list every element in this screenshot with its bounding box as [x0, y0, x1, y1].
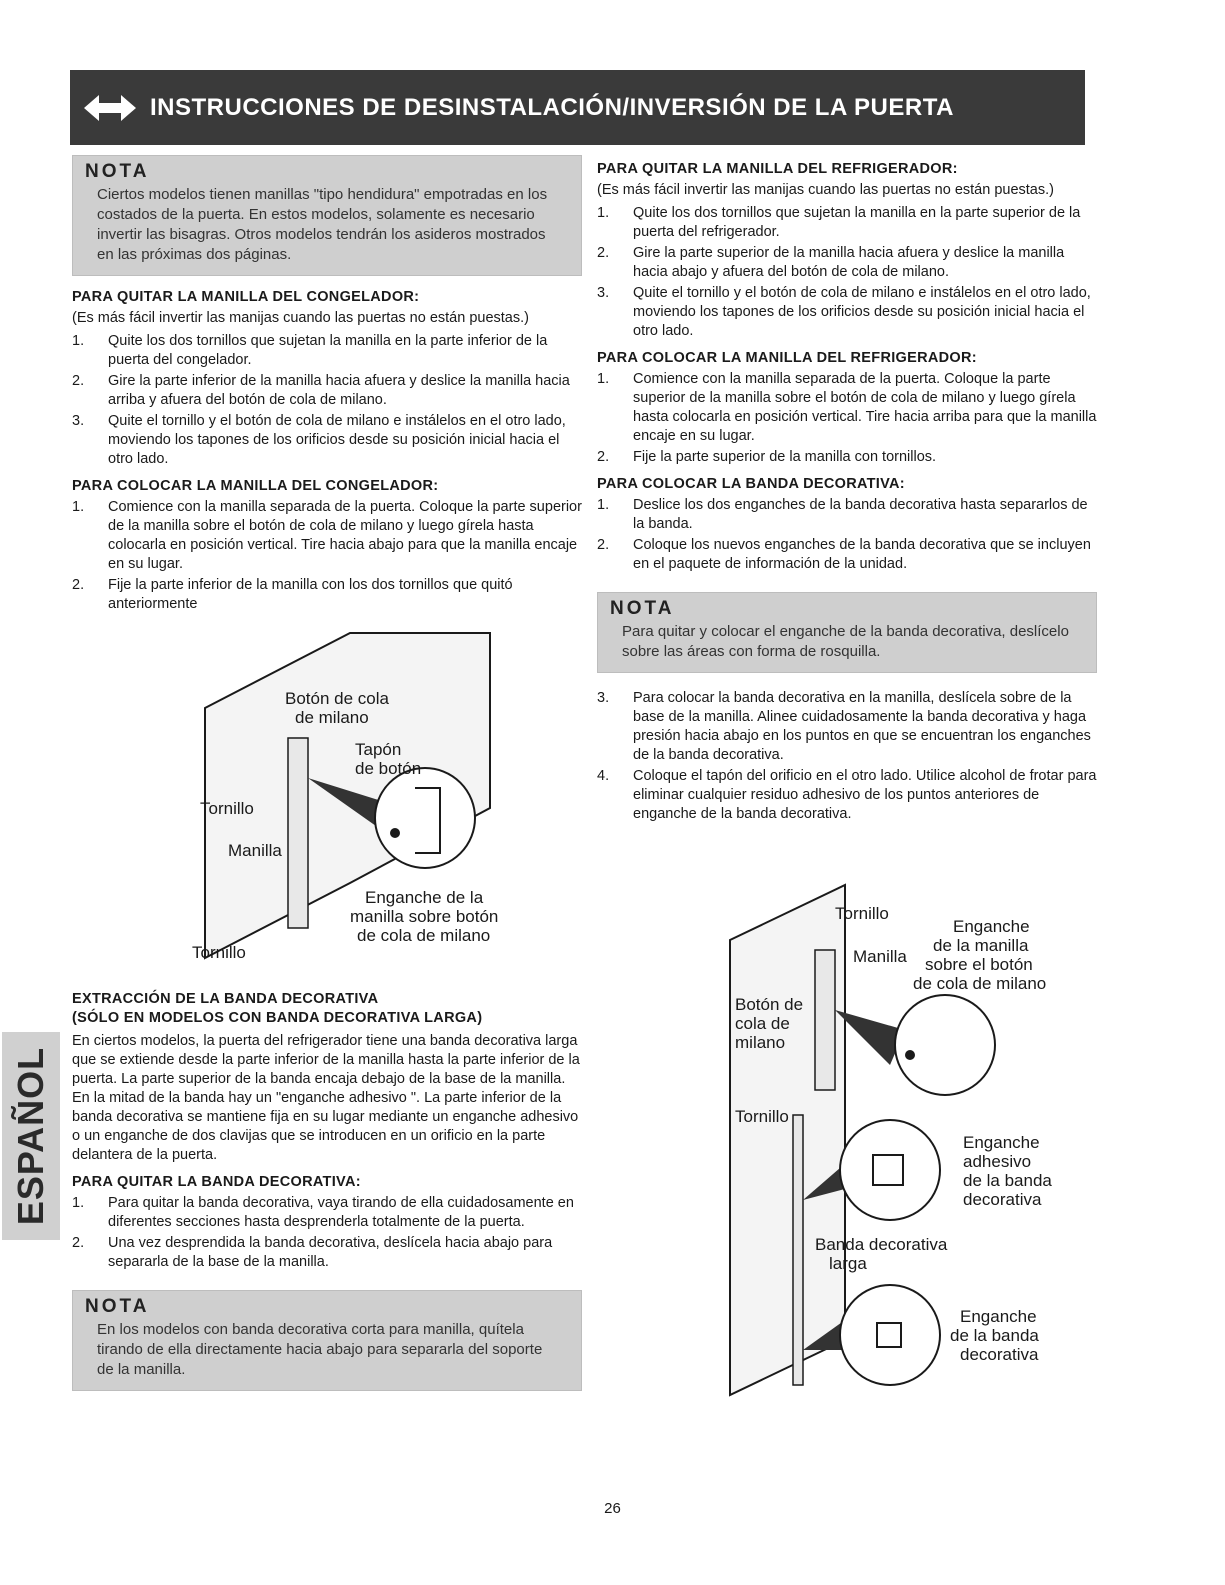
- item-text: Gire la parte superior de la manilla hacia afuera y deslice la manilla hacia abajo y afuera del botón de cola de milano.: [633, 245, 1065, 280]
- freezer-handle-diagram: [160, 628, 520, 968]
- steps-list: [72, 498, 582, 614]
- note-body: Ciertos modelos tienen manillas "tipo hendidura" empotradas en los costados de la puerta. En estos modelos, solamente es necesario invertir las bisagras. Otros modelos tendrán los asideros mostrados en las próximas dos páginas.: [97, 186, 548, 263]
- item-text: Para quitar la banda decorativa, vaya tirando de ella cuidadosamente en diferentes secciones hasta desprenderla totalmente de la puerta.: [108, 1195, 574, 1230]
- section-heading: EXTRACCIÓN DE LA BANDA DECORATIVA: [72, 991, 379, 1007]
- label-de-boton: de botón: [355, 759, 422, 778]
- item-number: 1.: [72, 333, 85, 349]
- banner-title: INSTRUCCIONES DE DESINSTALACIÓN/INVERSIÓN DE LA PUERTA: [150, 93, 954, 121]
- item-text: Quite los dos tornillos que sujetan la manilla en la parte superior de la puerta del refrigerador.: [633, 205, 1081, 240]
- list-item: [72, 1234, 582, 1272]
- list-item: [597, 767, 1097, 824]
- left-column-lower: [72, 990, 582, 1403]
- list-item: [597, 244, 1097, 282]
- steps-list: [597, 689, 1097, 824]
- note-box: [597, 592, 1097, 673]
- item-number: 3.: [597, 690, 610, 706]
- list-item: [597, 496, 1097, 534]
- label-adhesivo-2: adhesivo: [963, 1152, 1032, 1171]
- label-manilla: Manilla: [228, 841, 282, 860]
- label-manilla: Manilla: [853, 947, 907, 966]
- list-item: [72, 576, 582, 614]
- label-boton-1: Botón de: [735, 995, 804, 1014]
- item-number: 2.: [72, 1235, 85, 1251]
- item-text: Quite el tornillo y el botón de cola de milano e instálelos en el otro lado, moviendo los tapones de los orificios desde su posición inicial hacia el otro lado.: [108, 413, 566, 467]
- item-text: Deslice los dos enganches de la banda decorativa hasta separarlos de la banda.: [633, 497, 1088, 532]
- section-intro: (Es más fácil invertir las manijas cuando las puertas no están puestas.): [72, 310, 529, 326]
- item-text: Coloque los nuevos enganches de la banda decorativa que se incluyen en el paquete de información de la unidad.: [633, 537, 1091, 572]
- item-text: Quite el tornillo y el botón de cola de milano e instálelos en el otro lado, moviendo los tapones de los orificios desde su posición inicial hacia el otro lado.: [633, 285, 1091, 339]
- label-tornillo-top: Tornillo: [835, 904, 889, 923]
- note-title: NOTA: [85, 1296, 150, 1317]
- page-number: 26: [604, 1500, 621, 1517]
- item-text: Comience con la manilla separada de la puerta. Coloque la parte superior de la manilla sobre el botón de cola de milano y luego gírela hasta colocarla en posición vertical. Tire hacia abajo para que la manilla encaje en su lugar.: [108, 499, 582, 572]
- list-item: [72, 1194, 582, 1232]
- list-item: [72, 412, 582, 469]
- section-intro: (Es más fácil invertir las manijas cuando las puertas no están puestas.): [597, 182, 1054, 198]
- left-column: [72, 155, 582, 616]
- note-box: [72, 1290, 582, 1391]
- label-tornillo-bottom: Tornillo: [735, 1107, 789, 1126]
- label-banda-larga-2: larga: [829, 1254, 867, 1273]
- label-enganche-3: de cola de milano: [357, 926, 491, 945]
- list-item: [72, 498, 582, 574]
- item-number: 2.: [597, 245, 610, 261]
- label-tornillo-bottom: Tornillo: [192, 943, 246, 962]
- item-number: 1.: [597, 371, 610, 387]
- note-body: Para quitar y colocar el enganche de la banda decorativa, deslícelo sobre las áreas con forma de rosquilla.: [622, 623, 1069, 660]
- list-item: [597, 689, 1097, 765]
- label-banda-larga-1: Banda decorativa: [815, 1235, 948, 1254]
- item-number: 2.: [597, 537, 610, 553]
- item-text: Gire la parte inferior de la manilla hacia afuera y deslice la manilla hacia arriba y afuera del botón de cola de milano.: [108, 373, 570, 408]
- label-adhesivo-4: decorativa: [963, 1190, 1042, 1209]
- section-heading: PARA QUITAR LA MANILLA DEL REFRIGERADOR:: [597, 161, 958, 177]
- item-number: 1.: [597, 205, 610, 221]
- item-text: Coloque el tapón del orificio en el otro lado. Utilice alcohol de frotar para eliminar cualquier residuo adhesivo de los puntos anteriores de enganche de la banda decorativa.: [633, 768, 1097, 822]
- list-item: [597, 284, 1097, 341]
- language-label: ESPAÑOL: [10, 1046, 52, 1226]
- label-tornillo-top: Tornillo: [200, 799, 254, 818]
- label-tapon: Tapón: [355, 740, 402, 759]
- section-heading: PARA COLOCAR LA MANILLA DEL CONGELADOR:: [72, 478, 439, 494]
- section-banner: [70, 70, 1085, 145]
- steps-list: [72, 332, 582, 469]
- item-text: Quite los dos tornillos que sujetan la manilla en la parte inferior de la puerta del congelador.: [108, 333, 548, 368]
- note-title: NOTA: [85, 161, 150, 182]
- label-adhesivo-3: de la banda: [963, 1171, 1052, 1190]
- item-number: 2.: [72, 577, 85, 593]
- label-enganche-manilla-1: Enganche: [953, 917, 1030, 936]
- label-boton-2: cola de: [735, 1014, 790, 1033]
- label-enganche-1: Enganche de la: [365, 888, 484, 907]
- double-arrow-icon: [70, 70, 150, 145]
- section-subheading: (SÓLO EN MODELOS CON BANDA DECORATIVA LARGA): [72, 1010, 483, 1026]
- item-text: Para colocar la banda decorativa en la manilla, deslícela sobre de la base de la manilla. Alinee cuidadosamente la banda decorativa y haga presión hacia abajo en los puntos en que se encuentran los enganches de la banda decorativa.: [633, 690, 1091, 763]
- section-heading: PARA QUITAR LA BANDA DECORATIVA:: [72, 1174, 361, 1190]
- steps-list: [597, 496, 1097, 574]
- section-body: En ciertos modelos, la puerta del refrigerador tiene una banda decorativa larga que se extiende desde la parte inferior de la manilla hasta la parte inferior de la puerta. La parte superior de la banda encaja debajo de la base de la manilla. En la mitad de la banda hay un "enganche adhesivo ". La parte inferior de la banda decorativa se mantiene fija en su lugar mediante un enganche adhesivo o un enganche de dos clavijas que se introducen en un orificio en la parte delantera de la puerta.: [72, 1033, 580, 1163]
- label-banda-enganche-2: de la banda: [950, 1326, 1039, 1345]
- item-text: Fije la parte inferior de la manilla con los dos tornillos que quitó anteriormente: [108, 577, 513, 612]
- label-enganche-manilla-4: de cola de milano: [913, 974, 1047, 993]
- steps-list: [597, 370, 1097, 467]
- section-heading: PARA QUITAR LA MANILLA DEL CONGELADOR:: [72, 289, 420, 305]
- label-enganche-2: manilla sobre botón: [350, 907, 499, 926]
- note-title: NOTA: [610, 598, 675, 619]
- section-heading: PARA COLOCAR LA MANILLA DEL REFRIGERADOR:: [597, 350, 977, 366]
- item-text: Fije la parte superior de la manilla con tornillos.: [633, 449, 937, 465]
- refrigerator-handle-diagram: [705, 880, 1075, 1400]
- label-enganche-manilla-2: de la manilla: [933, 936, 1029, 955]
- item-number: 1.: [72, 499, 85, 515]
- list-item: [597, 204, 1097, 242]
- item-number: 3.: [72, 413, 85, 429]
- list-item: [597, 536, 1097, 574]
- list-item: [597, 370, 1097, 446]
- label-boton-3: milano: [735, 1033, 786, 1052]
- item-number: 3.: [597, 285, 610, 301]
- note-body: En los modelos con banda decorativa corta para manilla, quítela tirando de ella directamente hacia abajo para separarla del soporte de la manilla.: [97, 1321, 543, 1378]
- label-adhesivo-1: Enganche: [963, 1133, 1040, 1152]
- list-item: [72, 372, 582, 410]
- language-tab: [2, 1032, 60, 1240]
- item-number: 1.: [72, 1195, 85, 1211]
- right-column: [597, 160, 1097, 826]
- section-heading: PARA COLOCAR LA BANDA DECORATIVA:: [597, 476, 905, 492]
- label-enganche-manilla-3: sobre el botón: [925, 955, 1033, 974]
- list-item: [597, 448, 1097, 467]
- item-number: 1.: [597, 497, 610, 513]
- label-banda-enganche-3: decorativa: [960, 1345, 1039, 1364]
- steps-list: [72, 1194, 582, 1272]
- label-boton-cola: Botón de cola: [285, 689, 389, 708]
- item-text: Una vez desprendida la banda decorativa, deslícela hacia abajo para separarla de la base de la manilla.: [108, 1235, 553, 1270]
- label-de-milano: de milano: [295, 708, 369, 727]
- steps-list: [597, 204, 1097, 341]
- note-box: [72, 155, 582, 276]
- label-banda-enganche-1: Enganche: [960, 1307, 1037, 1326]
- list-item: [72, 332, 582, 370]
- item-number: 2.: [597, 449, 610, 465]
- item-text: Comience con la manilla separada de la puerta. Coloque la parte superior de la manilla sobre el botón de cola de milano y luego gírela hasta colocarla en posición vertical. Tire hacia arriba para que la manilla encaje en su lugar.: [633, 371, 1097, 444]
- item-number: 2.: [72, 373, 85, 389]
- item-number: 4.: [597, 768, 610, 784]
